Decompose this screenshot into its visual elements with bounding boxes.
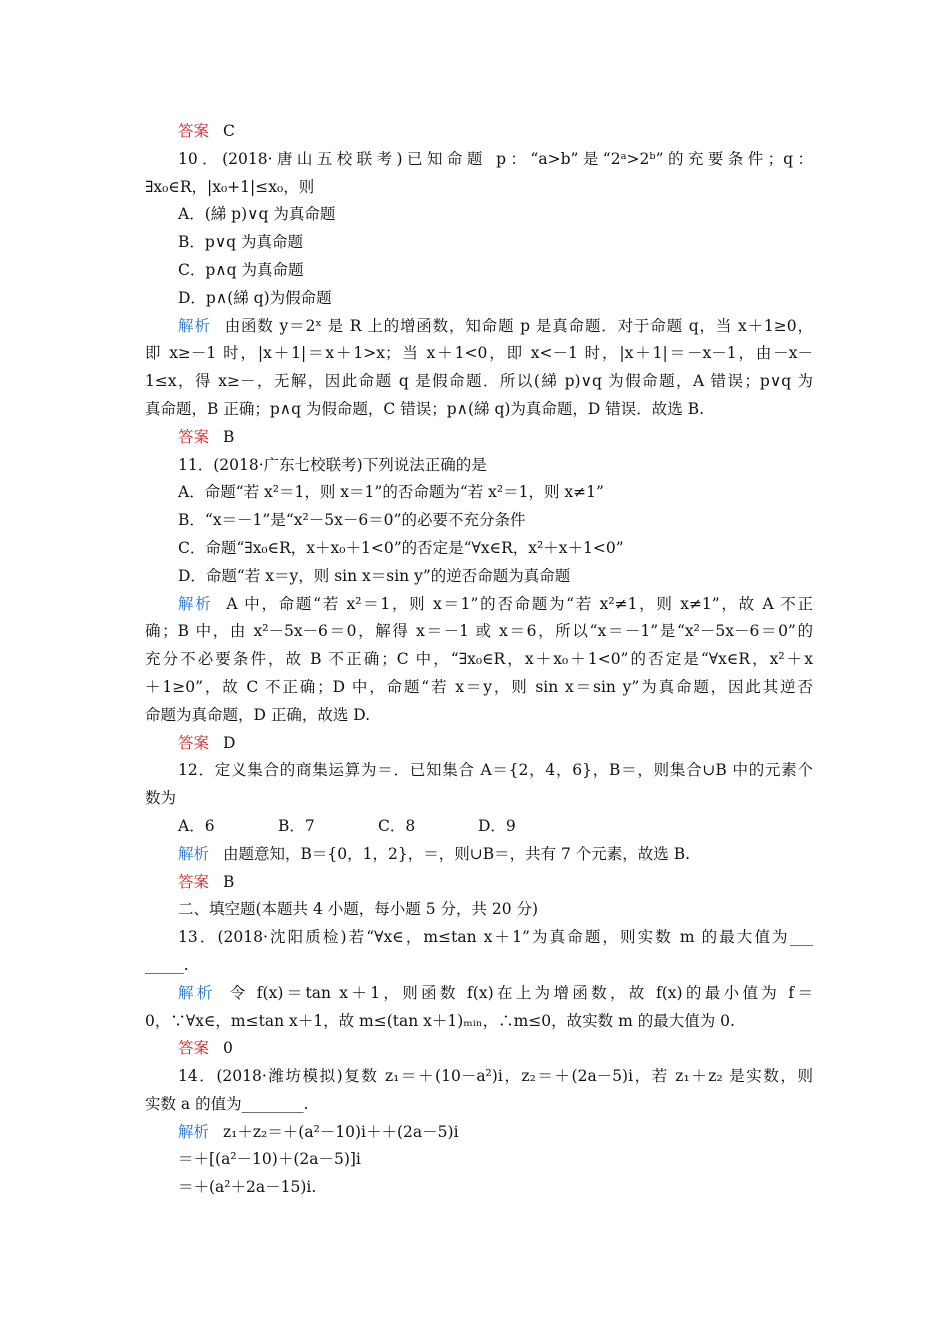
text-line: _____. [145, 955, 189, 974]
answer-label: 答案 [178, 872, 210, 891]
text-line: D．p∧(綈 q)为假命题 [178, 288, 332, 307]
text-line: D．命题“若 x＝y，则 sin x＝sin y”的逆否命题为真命题 [178, 566, 571, 585]
document-body [145, 118, 813, 1202]
choice-option: C．8 [378, 816, 416, 835]
analysis-line [145, 591, 813, 619]
text-line: 命题为真命题，D 正确，故选 D. [145, 705, 371, 724]
text-line: 10．(2018·唐山五校联考)已知命题 p：“a>b”是“2ᵃ>2ᵇ”的充要条件；q： [178, 149, 813, 168]
text-line: C．命题“∃x₀∈R，x＋x₀＋1<0”的否定是“∀x∈R，x²＋x＋1<0” [178, 538, 624, 557]
analysis-label: 解析 [178, 316, 211, 335]
text-line: 充分不必要条件，故 B 不正确；C 中，“∃x₀∈R，x＋x₀＋1<0”的否定是“∀x∈R，x²＋x [145, 650, 813, 669]
analysis-label: 解析 [178, 1122, 210, 1141]
text-line: 14．(2018·潍坊模拟)复数 z₁＝＋(10－a²)i，z₂＝＋(2a－5)i，若 z₁＋z₂ 是实数，则 [178, 1067, 813, 1086]
answer-line [145, 1035, 813, 1063]
analysis-line [145, 313, 813, 341]
answer-label: 答案 [178, 122, 210, 140]
text-line: 12．定义集合的商集运算为＝．已知集合 A＝{2，4，6}，B＝，则集合∪B 中的元素个 [178, 761, 813, 780]
text-line: ＝＋(a²＋2a－15)i. [178, 1178, 317, 1197]
choice-row [145, 813, 813, 841]
analysis-text: z₁＋z₂＝＋(a²－10)i＋＋(2a－5)i [223, 1122, 459, 1141]
text-line: B．“x＝－1”是“x²－5x－6＝0”的必要不充分条件 [178, 511, 526, 530]
text-line: 即 x≥－1 时，|x＋1|＝x＋1>x；当 x＋1<0，即 x<－1 时，|x＋1|＝－x－1，由－x－ [145, 344, 813, 363]
text-line: B．p∨q 为真命题 [178, 233, 304, 252]
answer-line [145, 424, 813, 452]
text-line: 二、填空题(本题共 4 小题，每小题 5 分，共 20 分) [178, 900, 539, 919]
analysis-text: 由题意知，B＝{0，1，2}，＝，则∪B＝，共有 7 个元素，故选 B. [223, 844, 691, 863]
answer-line [145, 118, 813, 146]
analysis-label: 解析 [178, 983, 216, 1002]
text-line: 1≤x，得 x≥－，无解，因此命题 q 是假命题．所以(綈 p)∨q 为假命题，A 错误；p∨q 为 [145, 372, 813, 391]
text-line: ＋1≥0”，故 C 不正确；D 中，命题“若 x＝y，则 sin x＝sin y”为真命题，因此其逆否 [145, 677, 813, 696]
choice-option: B．7 [278, 816, 315, 835]
text-line: ∃x₀∈R，|x₀+1|≤x₀，则 [145, 177, 315, 196]
text-line: A．命题“若 x²＝1，则 x＝1”的否命题为“若 x²＝1，则 x≠1” [178, 483, 604, 502]
answer-line [145, 730, 813, 758]
answer-line [145, 869, 813, 897]
analysis-label: 解析 [178, 844, 210, 863]
answer-label: 答案 [178, 427, 210, 446]
text-line: ＝＋[(a²－10)＋(2a－5)]i [178, 1150, 361, 1169]
analysis-text: 由函数 y＝2ˣ 是 R 上的增函数，知命题 p 是真命题．对于命题 q，当 x＋1≥0， [224, 316, 813, 335]
analysis-text: A 中，命题“若 x²＝1，则 x＝1”的否命题为“若 x²≠1，则 x≠1”，故 A 不正 [226, 594, 813, 613]
analysis-label: 解析 [178, 594, 213, 613]
answer-value: B [223, 427, 235, 446]
answer-label: 答案 [178, 733, 210, 752]
text-line: 11．(2018·广东七校联考)下列说法正确的是 [178, 455, 487, 474]
answer-value: B [223, 872, 235, 891]
text-line: 确；B 中，由 x²－5x－6＝0，解得 x＝－1 或 x＝6，所以“x＝－1”是“x²－5x－6＝0”的 [145, 622, 813, 641]
choice-option: D．9 [478, 816, 516, 835]
answer-value: D [223, 733, 236, 752]
text-line: C．p∧q 为真命题 [178, 260, 304, 279]
analysis-line [145, 980, 813, 1008]
text-line: 0，∵∀x∈，m≤tan x＋1，故 m≤(tan x＋1)ₘᵢₙ，∴m≤0，故实数 m 的最大值为 0. [145, 1011, 735, 1030]
analysis-text: 令 f(x)＝tan x＋1，则函数 f(x)在上为增函数，故 f(x)的最小值为 f＝ [229, 983, 813, 1002]
text-line: A．(綈 p)∨q 为真命题 [178, 205, 336, 224]
text-line: 真命题，B 正确；p∧q 为假命题，C 错误；p∧(綈 q)为真命题，D 错误．故选 B. [145, 399, 705, 418]
text-line: 数为 [145, 789, 177, 808]
analysis-line [145, 1119, 813, 1147]
text-line: 实数 a 的值为________. [145, 1094, 309, 1113]
answer-label: 答案 [178, 1039, 210, 1058]
text-line: 13．(2018·沈阳质检)若“∀x∈，m≤tan x＋1”为真命题，则实数 m 的最大值为___ [178, 928, 813, 947]
analysis-line [145, 841, 813, 869]
answer-value: 0 [223, 1039, 233, 1058]
choice-option: A．6 [178, 816, 215, 835]
answer-value: C [223, 122, 235, 140]
